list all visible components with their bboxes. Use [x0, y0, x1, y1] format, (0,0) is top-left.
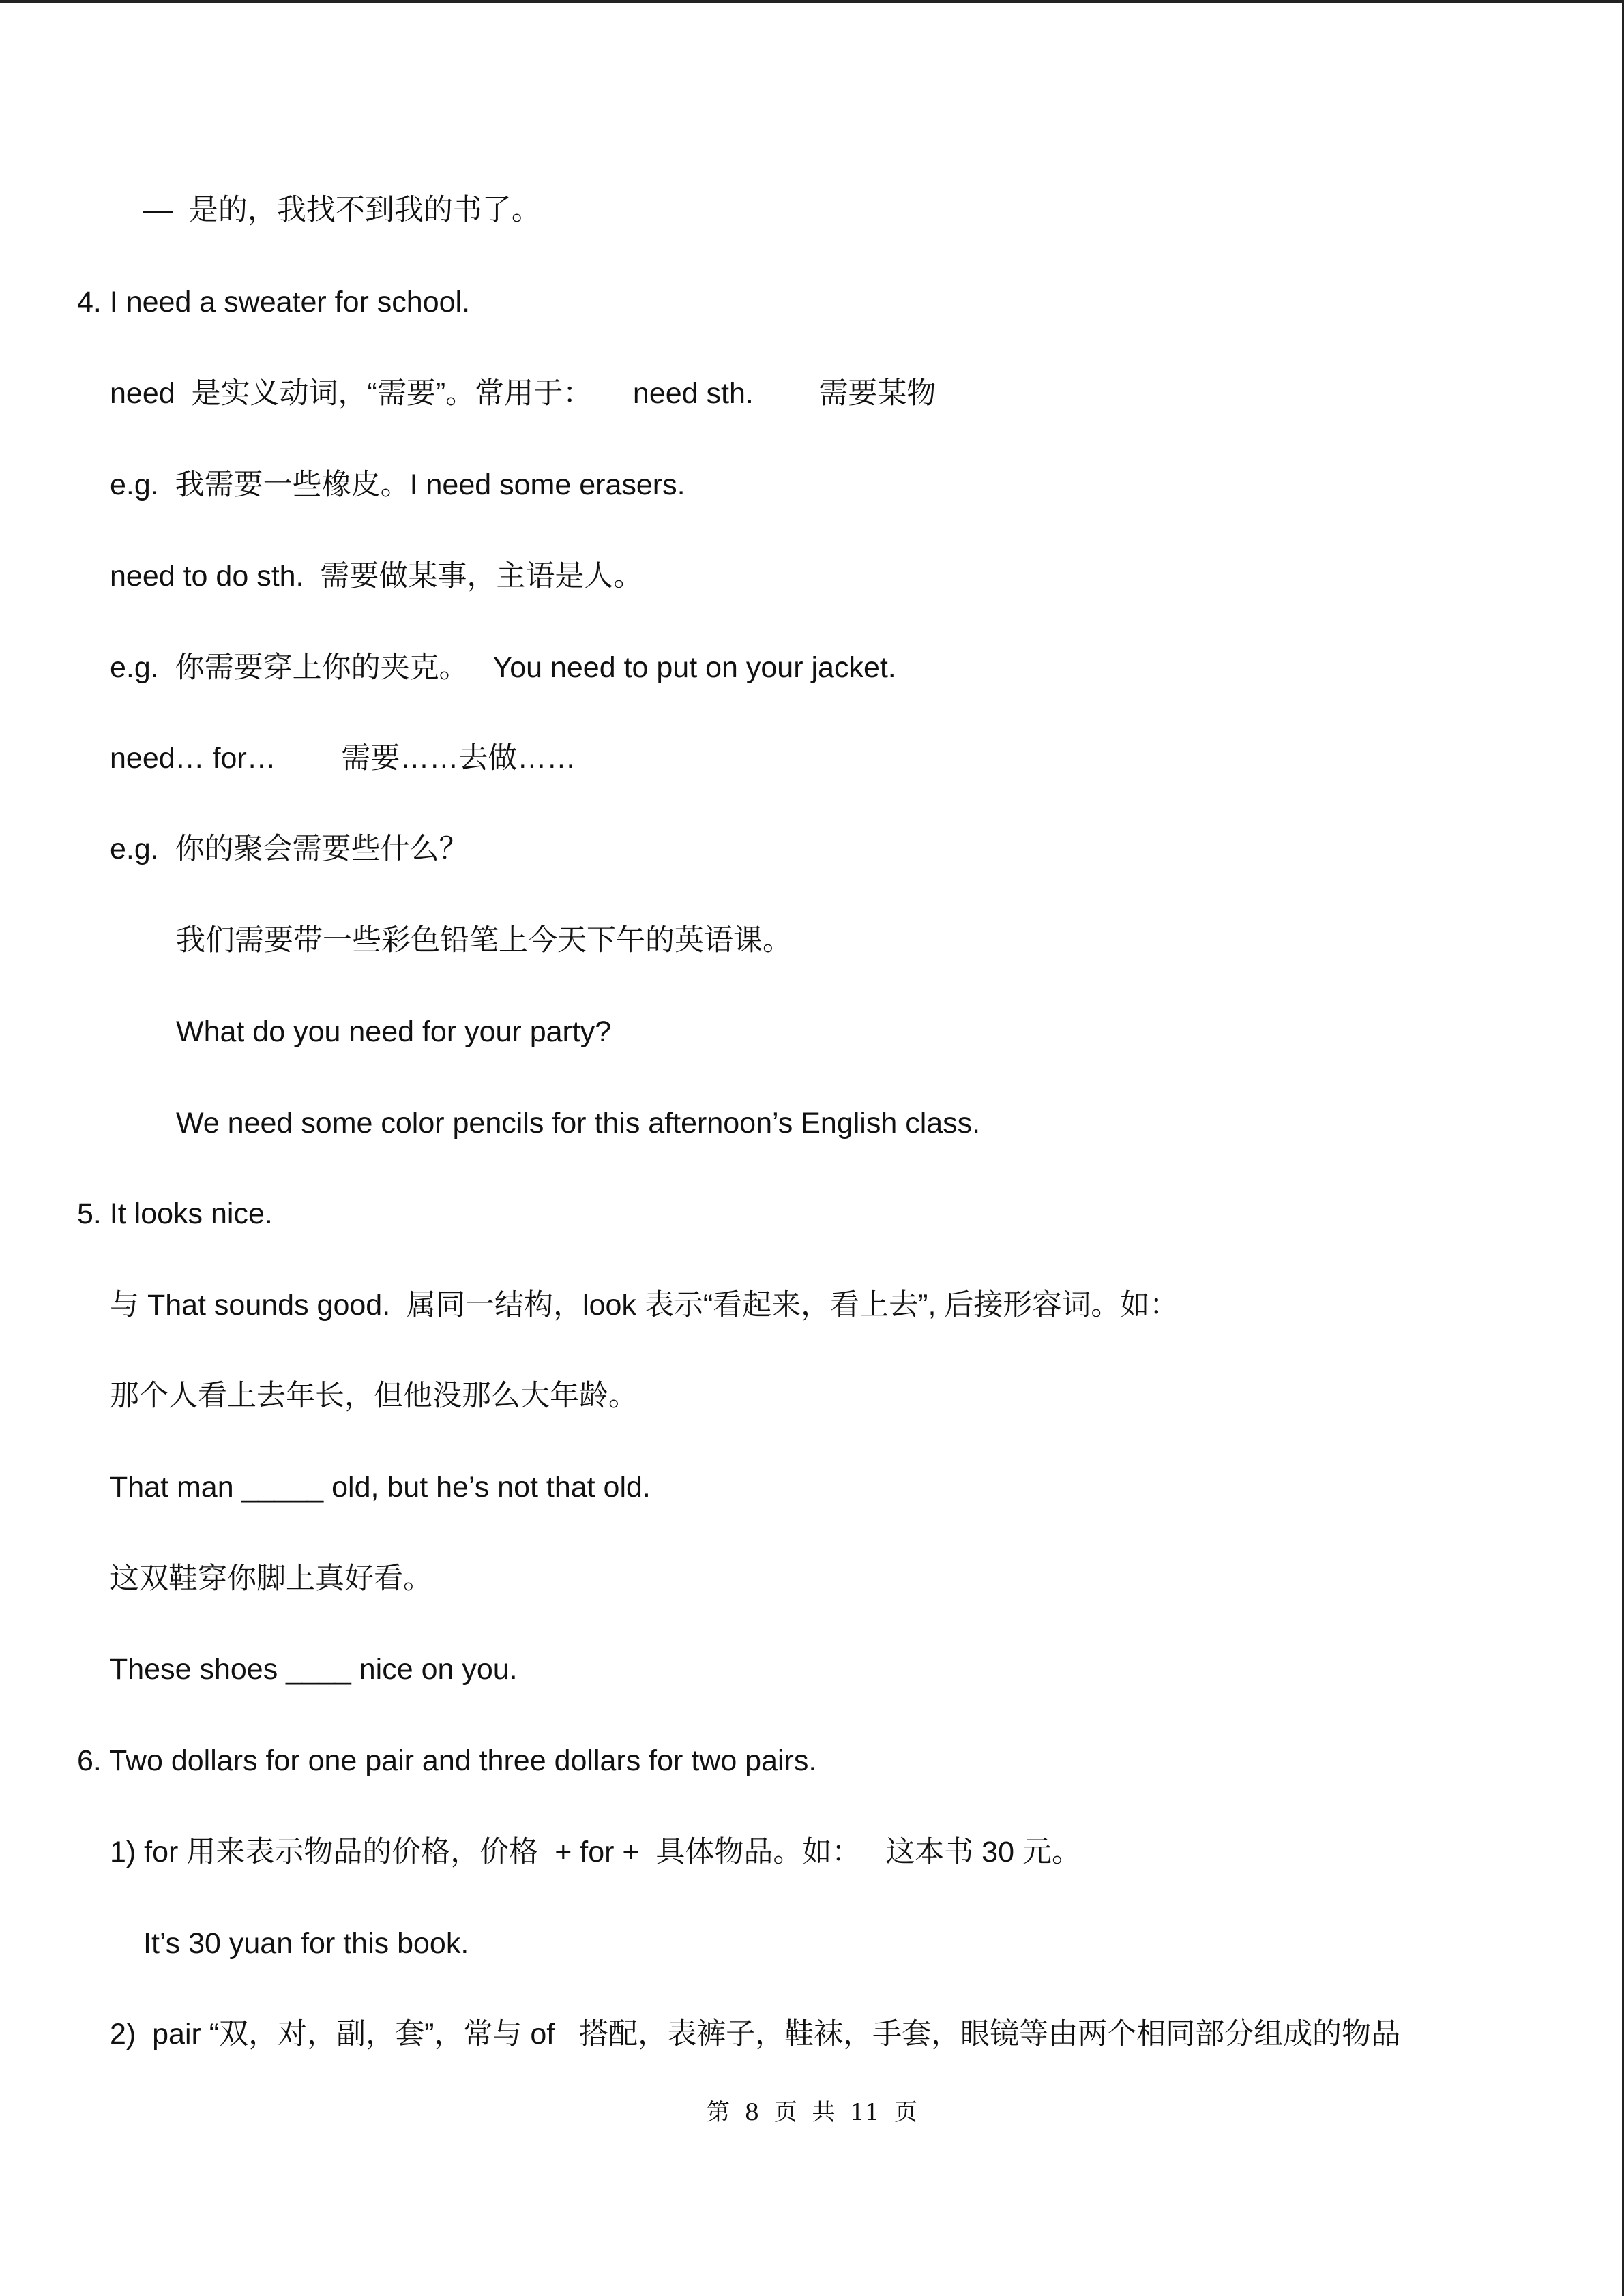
item-5-heading: 5. It looks nice.	[77, 1197, 273, 1230]
item-4-heading: 4. I need a sweater for school.	[77, 286, 471, 318]
page-number: 第 8 页 共 11 页	[707, 2099, 917, 2126]
need-example-2: e.g. 你需要穿上你的夹克。 You need to put on your jacket.	[110, 651, 896, 684]
need-example-1: e.g. 我需要一些橡皮。I need some erasers.	[110, 468, 685, 501]
need-example-3-cn-b: 我们需要带一些彩色铅笔上今天下午的英语课。	[176, 924, 792, 957]
need-to-do-usage: need to do sth. 需要做某事，主语是人。	[110, 560, 643, 593]
need-example-3-en-b: We need some color pencils for this afternoon’s English class.	[176, 1107, 981, 1139]
look-example-2-en: These shoes ____ nice on you.	[110, 1653, 518, 1686]
look-explanation: 与 That sounds good. 属同一结构，look 表示“看起来，看上去”, 后接形容词。如：	[110, 1289, 1179, 1322]
look-example-1-en: That man _____ old, but he’s not that old.	[110, 1471, 651, 1504]
for-price-usage: 1) for 用来表示物品的价格，价格 + for + 具体物品。如： 这本书 30 元。	[110, 1836, 1081, 1868]
page-border-top	[0, 0, 1624, 3]
need-example-3-cn-a: e.g. 你的聚会需要些什么？	[110, 833, 469, 865]
for-price-example: It’s 30 yuan for this book.	[143, 1927, 469, 1960]
look-example-2-cn: 这双鞋穿你脚上真好看。	[110, 1562, 432, 1595]
pair-usage: 2) pair “双，对，副，套”，常与 of 搭配，表裤子，鞋袜，手套，眼镜等由两个相同部分组成的物品	[110, 2018, 1401, 2051]
need-for-usage: need… for… 需要……去做……	[110, 742, 576, 775]
item-6-heading: 6. Two dollars for one pair and three dollars for two pairs.	[77, 1744, 817, 1777]
need-definition: need 是实义动词，“需要”。常用于： need sth. 需要某物	[110, 377, 936, 410]
dialogue-answer: — 是的，我找不到我的书了。	[143, 194, 541, 226]
need-example-3-en-a: What do you need for your party?	[176, 1015, 612, 1048]
look-example-1-cn: 那个人看上去年长，但他没那么大年龄。	[110, 1380, 638, 1412]
